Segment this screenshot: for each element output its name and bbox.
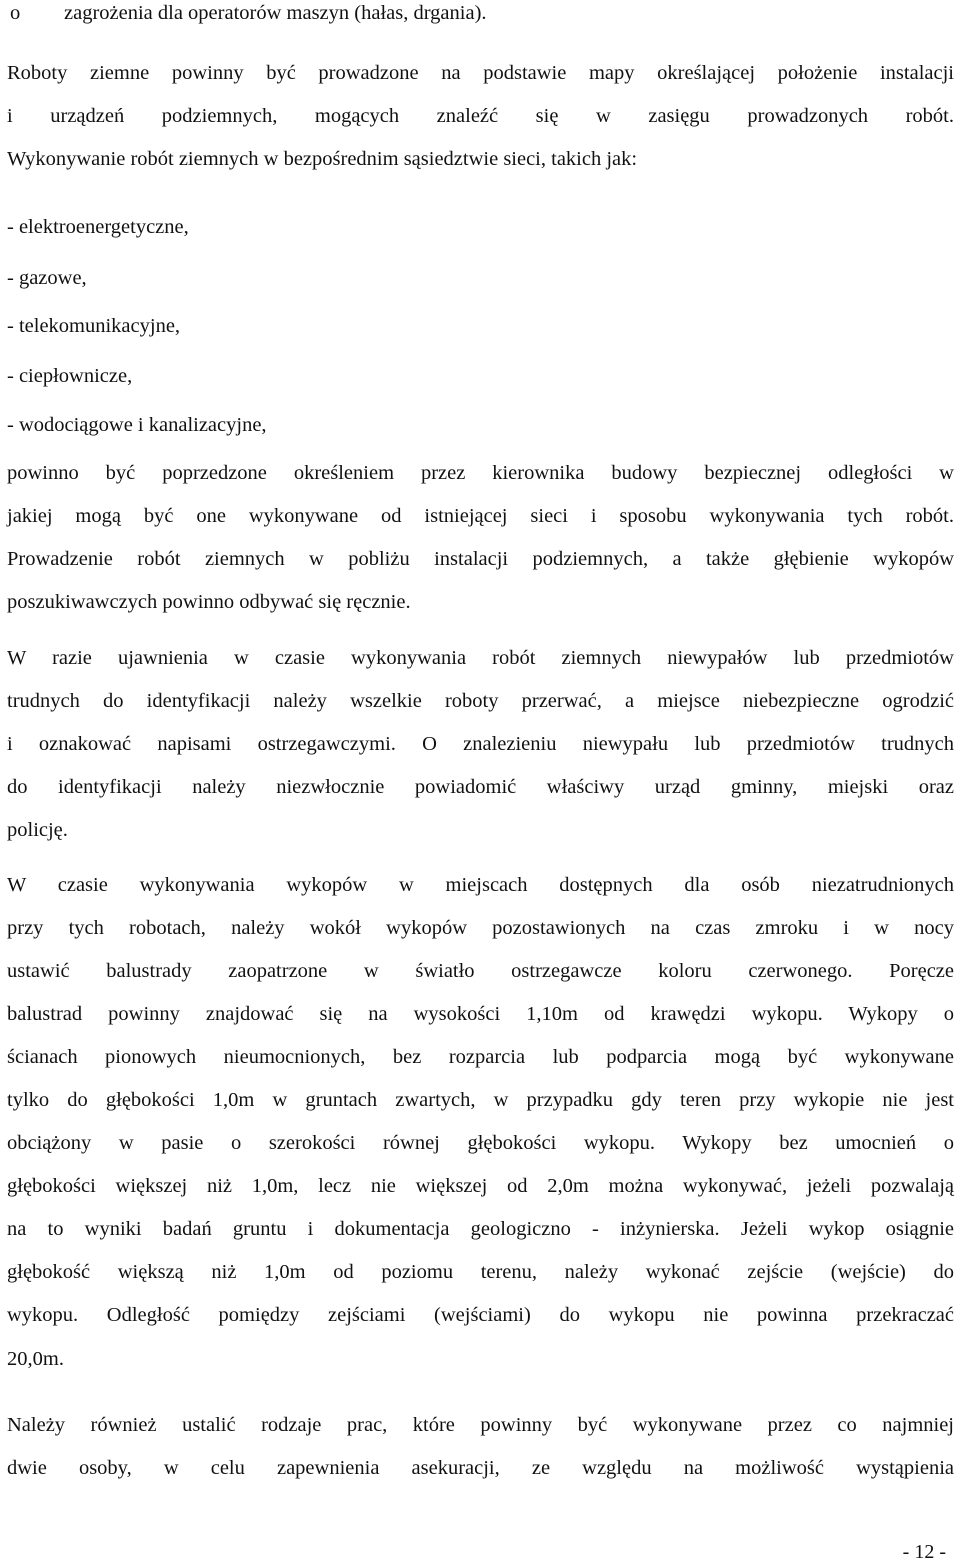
text-line: W czasie wykonywania wykopów w miejscach dostępnych dla osób niezatrudnionych <box>7 874 954 896</box>
text-line: Prowadzenie robót ziemnych w pobliżu instalacji podziemnych, a także głębienie wykopów <box>7 548 954 570</box>
text-line: głębokości większej niż 1,0m, lecz nie większej od 2,0m można wykonywać, jeżeli pozwalają <box>7 1175 954 1197</box>
list-item: - ciepłownicze, <box>7 365 133 387</box>
text-line: wykopu. Odległość pomiędzy zejściami (wejściami) do wykopu nie powinna przekraczać <box>7 1304 954 1326</box>
text-line: przy tych robotach, należy wokół wykopów pozostawionych na czas zmroku i w nocy <box>7 917 954 939</box>
text-line: obciążony w pasie o szerokości równej głębokości wykopu. Wykopy bez umocnień o <box>7 1132 954 1154</box>
text-line: do identyfikacji należy niezwłocznie powiadomić właściwy urząd gminny, miejski oraz <box>7 776 954 798</box>
list-item: - gazowe, <box>7 267 87 289</box>
page-number: - 12 - <box>902 1541 946 1563</box>
text-line: głębokość większą niż 1,0m od poziomu terenu, należy wykonać zejście (wejście) do <box>7 1261 954 1283</box>
text-line: balustrad powinny znajdować się na wysokości 1,10m od krawędzi wykopu. Wykopy o <box>7 1003 954 1025</box>
text-line: Wykonywanie robót ziemnych w bezpośrednim sąsiedztwie sieci, takich jak: <box>7 148 638 170</box>
text-line: Należy również ustalić rodzaje prac, które powinny być wykonywane przez co najmniej <box>7 1414 954 1436</box>
text-line: poszukiwawczych powinno odbywać się ręcznie. <box>7 591 411 613</box>
bullet-marker: o <box>10 2 21 24</box>
text-line: policję. <box>7 819 68 841</box>
text-line: 20,0m. <box>7 1348 64 1370</box>
list-item: - telekomunikacyjne, <box>7 315 181 337</box>
text-line: jakiej mogą być one wykonywane od istniejącej sieci i sposobu wykonywania tych robót. <box>7 505 954 527</box>
text-line: powinno być poprzedzone określeniem przez kierownika budowy bezpiecznej odległości w <box>7 462 954 484</box>
text-line: ustawić balustrady zaopatrzone w światło ostrzegawcze koloru czerwonego. Poręcze <box>7 960 954 982</box>
text-line: Roboty ziemne powinny być prowadzone na podstawie mapy określającej położenie instalacji <box>7 62 954 84</box>
text-line: ścianach pionowych nieumocnionych, bez rozparcia lub podparcia mogą być wykonywane <box>7 1046 954 1068</box>
text-line: tylko do głębokości 1,0m w gruntach zwartych, w przypadku gdy teren przy wykopie nie jest <box>7 1089 954 1111</box>
bullet-item <box>10 0 957 26</box>
text-line: i oznakować napisami ostrzegawczymi. O znalezieniu niewypału lub przedmiotów trudnych <box>7 733 954 755</box>
text-line: i urządzeń podziemnych, mogących znaleźć się w zasięgu prowadzonych robót. <box>7 105 954 127</box>
bullet-text: zagrożenia dla operatorów maszyn (hałas, drgania). <box>64 2 487 24</box>
text-line: dwie osoby, w celu zapewnienia asekuracji, ze względu na możliwość wystąpienia <box>7 1457 954 1479</box>
list-item: - wodociągowe i kanalizacyjne, <box>7 414 267 436</box>
list-item: - elektroenergetyczne, <box>7 216 189 238</box>
text-line: na to wyniki badań gruntu i dokumentacja geologiczno - inżynierska. Jeżeli wykop osiągnie <box>7 1218 954 1240</box>
text-line: trudnych do identyfikacji należy wszelkie roboty przerwać, a miejsce niebezpieczne ogrodzić <box>7 690 954 712</box>
text-line: W razie ujawnienia w czasie wykonywania robót ziemnych niewypałów lub przedmiotów <box>7 647 954 669</box>
